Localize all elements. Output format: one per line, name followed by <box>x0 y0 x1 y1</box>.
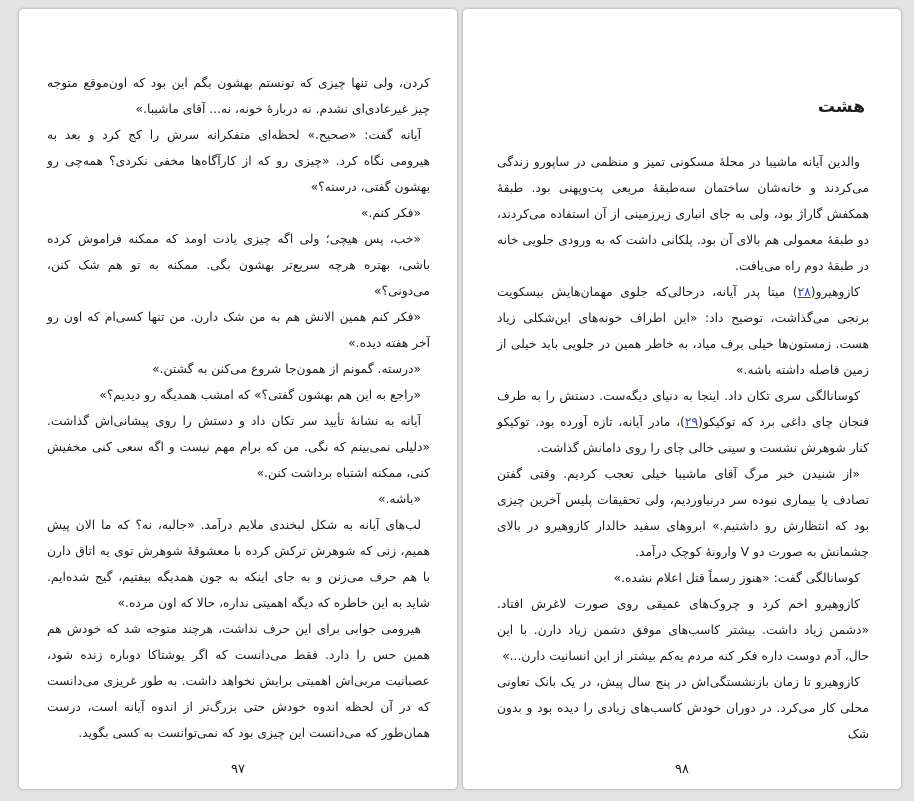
paragraph: «درسته. گمونم از همون‌جا شروع می‌کنن به گشتن.» <box>152 362 421 376</box>
left-page <box>18 8 458 790</box>
paragraph: «فکر کنم همین الانش هم به من شک دارن. من تنها کسی‌ام که اون رو آخر هفته دیده.» <box>47 310 430 350</box>
paragraph: «فکر کنم.» <box>360 206 421 220</box>
footnote-link-29[interactable]: ۲۹ <box>684 415 699 429</box>
page-number: ۹۷ <box>231 762 245 777</box>
paragraph: کازوهیرو اخم کرد و چروک‌های عمیقی روی صورت لاغرش افتاد. «دشمن زیاد داشت. بیشتر کاسب‌های موفق دشمن زیاد دارن. با این حال، آدم دوست داره فکر کنه مردم یه‌کم بیشتر از این انسانیت دارن...» <box>497 597 869 663</box>
paragraph: «راجع به این هم بهشون گفتی؟» که امشب همدیگه رو دیدیم؟» <box>99 388 421 402</box>
paragraph: «باشه.» <box>377 492 421 506</box>
paragraph <box>497 279 869 383</box>
paragraph: کازوهیرو تا زمان بازنشستگی‌اش در پنج سال پیش، در یک بانک تعاونی محلی کار می‌کرد. در دوران خودش کاسب‌های زیادی را دیده بود و بدون شک <box>497 675 869 741</box>
paragraph <box>497 383 869 461</box>
footnote-link-28[interactable]: ۲۸ <box>797 285 811 299</box>
paragraph: لب‌های آیانه به شکل لبخندی ملایم درآمد. «جالبه، نه؟ که ما الان پیش همیم، زنی که شوهرش ترکش کرده با معشوقهٔ شوهرش توی یه اتاق دارن با هم حرف می‌زنن و به جای اینکه به جون همدیگه بیفتیم، گیج شده‌ایم. شاید به این خاطره که دیگه اهمیتی نداره، حالا که اون مرده.» <box>47 518 430 610</box>
right-page <box>462 8 902 790</box>
left-page-body <box>47 70 430 746</box>
paragraph: کوسانالگی گفت: «هنوز رسماً قتل اعلام نشده.» <box>613 571 860 585</box>
right-page-body <box>497 149 869 747</box>
paragraph: هیرومی جوابی برای این حرف نداشت، هرچند متوجه شد که خودش هم همین حس را دارد. فقط می‌دانست که اگر یوشتاکا دوباره زنده شود، عصبانیت مربی‌اش اهمیتی برایش نخواهد داشت. به طور غریزی می‌دانست که در آن لحظه اندوه خودش حتی بزرگ‌تر از اندوه آیانه است، درست همان‌طور که می‌دانست این چیزی بود که نمی‌توانست به کسی بگوید. <box>47 622 430 740</box>
paragraph-text: )، مادر آیانه، تازه آورده بود. توکیکو کنار شوهرش نشست و سینی خالی چای را روی دامانش گذاشت. <box>497 415 869 455</box>
paragraph: والدین آیانه ماشیبا در محلهٔ مسکونی تمیز و منظمی در ساپورو زندگی می‌کردند و خانه‌شان ساختمان سه‌طبقهٔ مربعی پت‌وپهنی بود. طبقهٔ همکفش گاراژ بود، ولی به جای انباری زیرزمینی از آن استفاده می‌کردند، دو طبقهٔ معمولی هم بالای آن بود. پلکانی داشت که به ورودی جلویی خانه در طبقهٔ دوم راه می‌یافت. <box>497 155 869 273</box>
paragraph: آیانه به نشانهٔ تأیید سر تکان داد و دستش را روی پیشانی‌اش گذاشت. «دلیلی نمی‌بینم که نگی. من که برام مهم نیست و اگه سعی کنی مخفیش کنی، ممکنه اشتباه برداشت کنن.» <box>47 414 430 480</box>
paragraph: «از شنیدن خبر مرگ آقای ماشیبا خیلی تعجب کردیم. وقتی گفتن تصادف یا بیماری نبوده سر درنیاوردیم، ولی تحقیقات پلیس آخرین چیزی بود که انتظارش رو داشتیم.» ابروهای سفید خالدار کازوهیرو در بالای چشمانش به صورت دو V وارونهٔ کوچک درآمد. <box>497 467 869 559</box>
paragraph: آیانه گفت: «صحیح.» لحظه‌ای متفکرانه سرش را کج کرد و بعد به هیرومی نگاه کرد. «چیزی رو که از کارآگاه‌ها مخفی نکردی؟ همه‌چی رو بهشون گفتی، درسته؟» <box>47 128 430 194</box>
page-number: ۹۸ <box>675 762 689 777</box>
paragraph-text: کازوهیرو( <box>810 285 860 299</box>
chapter-heading: هشت <box>817 97 865 117</box>
paragraph: کردن، ولی تنها چیزی که تونستم بهشون بگم این بود که اون‌موقع متوجه چیز غیرعادی‌ای نشدم. نه دربارهٔ خونه، نه... آقای ماشیبا.» <box>47 76 430 116</box>
paragraph-text: کوسانالگی سری تکان داد. اینجا به دنیای دیگه‌ست. دستش را به طرف فنجان چای داغی برد که توکیکو( <box>497 389 869 429</box>
paragraph: «خب، پس هیچی؛ ولی اگه چیزی یادت اومد که ممکنه فراموش کرده باشی، بهتره هرچه سریع‌تر بهشون بگی. ممکنه به تو هم شک کنن، می‌دونی؟» <box>47 232 430 298</box>
paragraph-text: ) میتا پدر آیانه، درحالی‌که جلوی مهمان‌هایش بیسکویت برنجی می‌گذاشت، توضیح داد: «این اطراف خونه‌های این‌شکلی زیاد هست. زمستون‌ها خیلی برف میاد، به خاطر همین در جلویی باید خیلی از زمین فاصله داشته باشه.» <box>497 285 869 377</box>
